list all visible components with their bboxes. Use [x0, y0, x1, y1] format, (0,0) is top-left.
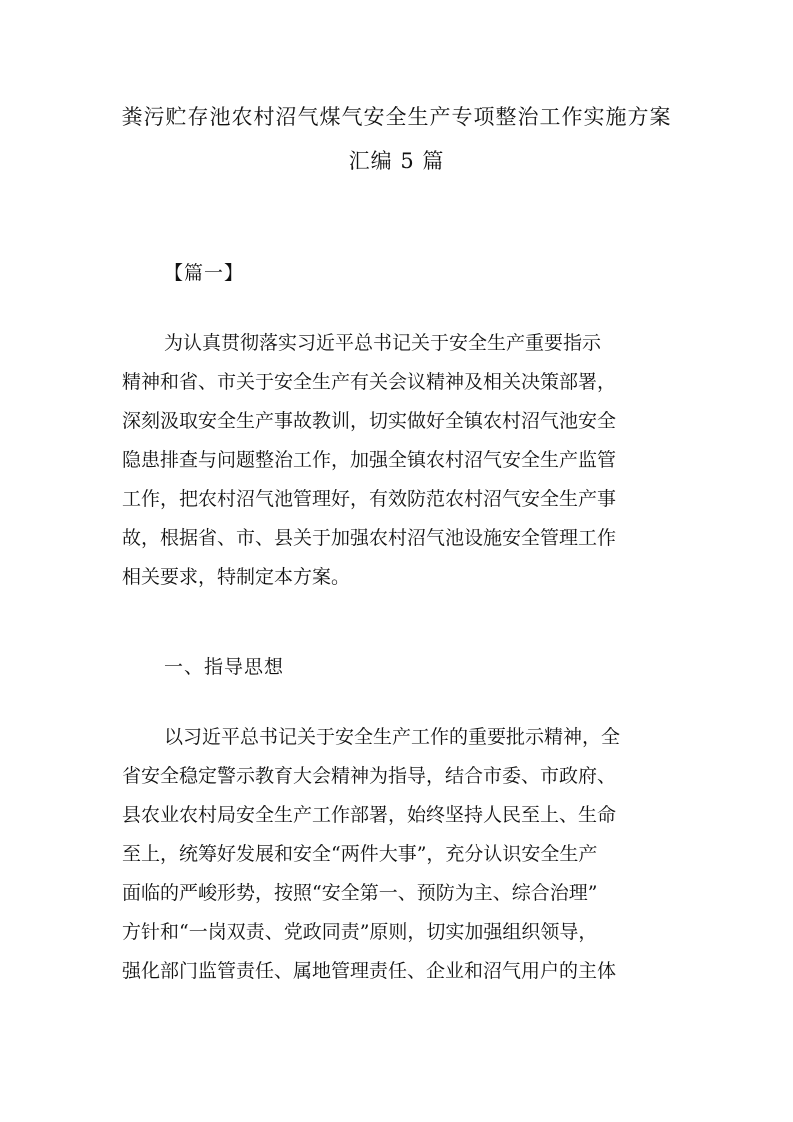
paragraph-line: 面临的严峻形势，按照“安全第一、预防为主、综合治理” — [122, 882, 598, 904]
paragraph-line: 精神和省、市关于安全生产有关会议精神及相关决策部署， — [122, 371, 617, 393]
paragraph-line: 以习近平总书记关于安全生产工作的重要批示精神，全 — [164, 726, 621, 748]
paragraph-line: 工作，把农村沼气池管理好，有效防范农村沼气安全生产事 — [122, 488, 617, 510]
paragraph-line: 省安全稳定警示教育大会精神为指导，结合市委、市政府、 — [122, 765, 617, 787]
document-title-line-2: 汇编 5 篇 — [348, 149, 445, 173]
section-heading-guiding-ideology: 一、指导思想 — [164, 656, 285, 678]
paragraph-line: 故，根据省、市、县关于加强农村沼气池设施安全管理工作 — [122, 527, 617, 549]
paragraph-line: 为认真贯彻落实习近平总书记关于安全生产重要指示 — [164, 332, 602, 354]
paragraph-line: 县农业农村局安全生产工作部署，始终坚持人民至上、生命 — [122, 804, 617, 826]
document-title-line-1: 粪污贮存池农村沼气煤气安全生产专项整治工作实施方案 — [121, 105, 672, 129]
paragraph-line: 相关要求，特制定本方案。 — [122, 566, 351, 588]
paragraph-line: 方针和“一岗双责、党政同责”原则，切实加强组织领导， — [122, 921, 598, 943]
paragraph-line: 至上，统筹好发展和安全“两件大事”，充分认识安全生产 — [122, 843, 598, 865]
paragraph-line: 强化部门监管责任、属地管理责任、企业和沼气用户的主体 — [122, 960, 617, 982]
paragraph-line: 隐患排查与问题整治工作，加强全镇农村沼气安全生产监管 — [122, 449, 617, 471]
section-label: 【篇一】 — [164, 262, 245, 284]
paragraph-line: 深刻汲取安全生产事故教训，切实做好全镇农村沼气池安全 — [122, 410, 617, 432]
